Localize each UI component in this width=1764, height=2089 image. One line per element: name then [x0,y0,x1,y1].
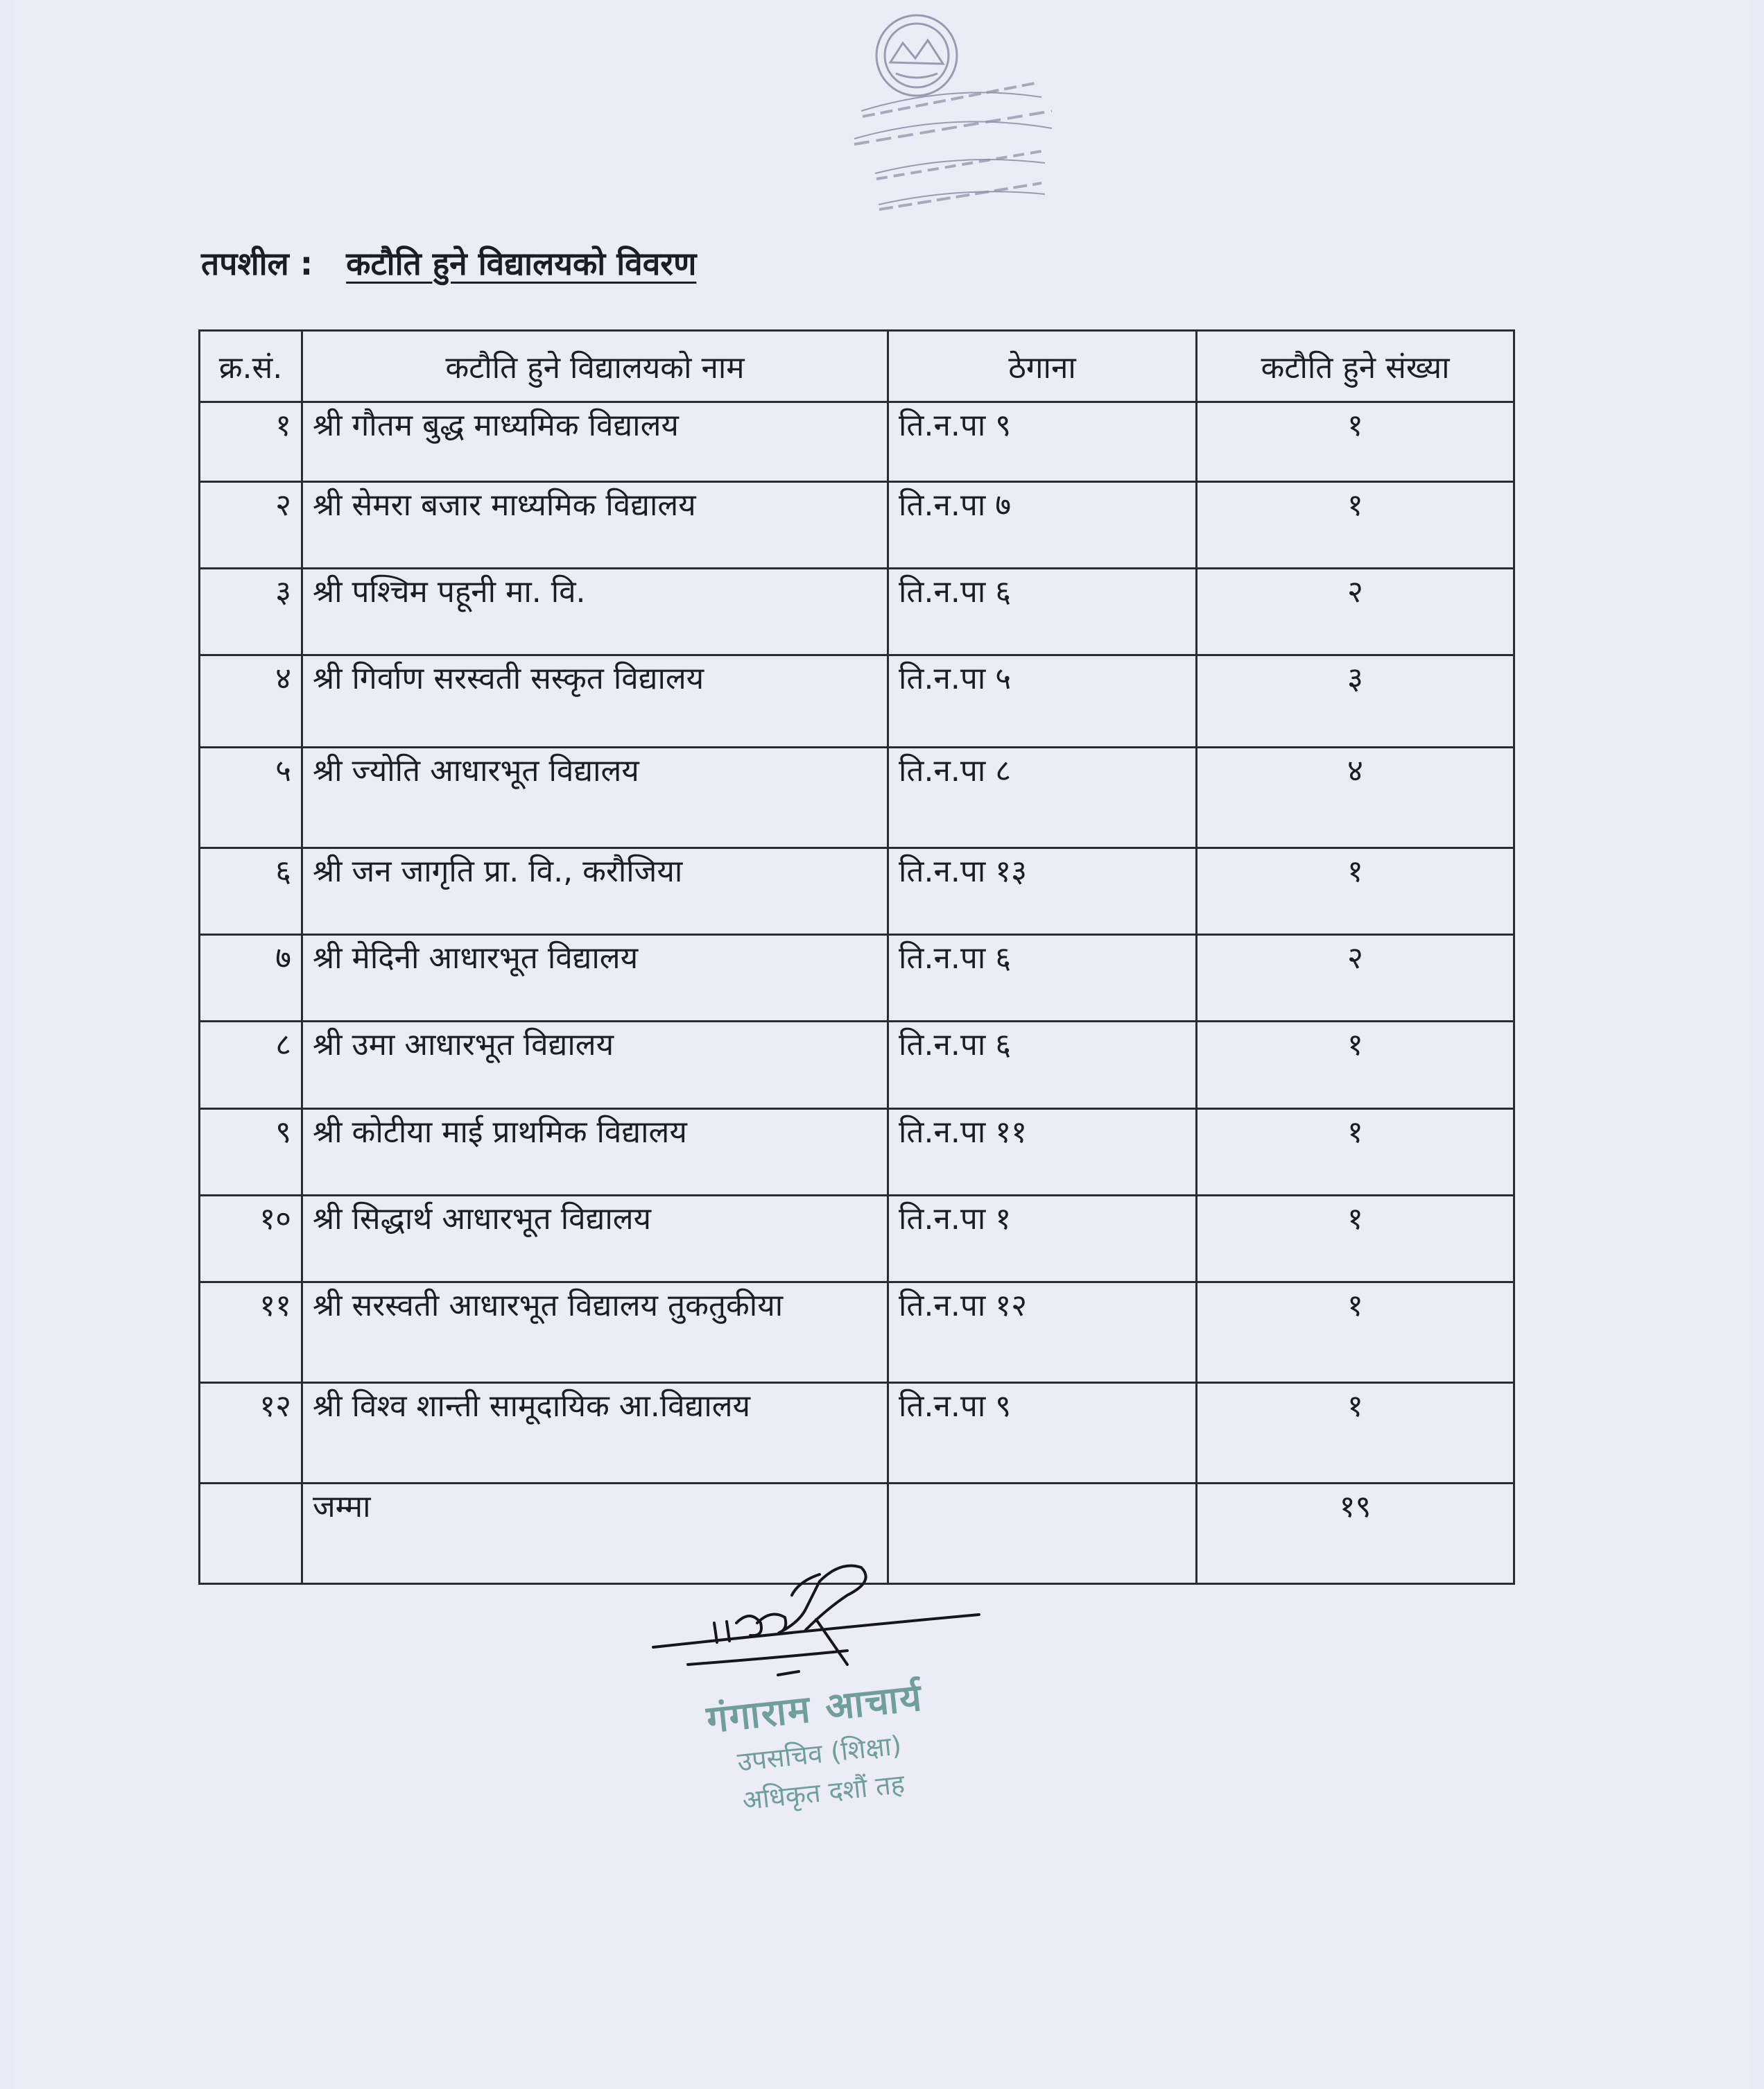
cell-count: १ [1197,1022,1514,1109]
cell-address: ति.न.पा १ [888,1196,1197,1282]
table-row [200,848,1514,935]
cell-school-name: श्री विश्व शान्ती सामूदायिक आ.विद्यालय [302,1383,888,1484]
cell-serial: ३ [200,569,302,655]
cell-school-name: श्री जन जागृति प्रा. वि., करौजिया [302,848,888,935]
table-row [200,1022,1514,1109]
cell-count: १ [1197,848,1514,935]
table-row [200,1282,1514,1383]
cell-serial: ५ [200,748,302,848]
table-row [200,1196,1514,1282]
cell-address: ति.न.पा ११ [888,1109,1197,1196]
cell-count: १ [1197,1383,1514,1484]
heading-title: कटौति हुने विद्यालयको विवरण [346,245,697,282]
cell-school-name: श्री गौतम बुद्ध माध्यमिक विद्यालय [302,402,888,482]
cell-school-name: श्री पश्चिम पहूनी मा. वि. [302,569,888,655]
table-row [200,655,1514,748]
header-serial: क्र.सं. [200,331,302,402]
cell-count: २ [1197,569,1514,655]
signatory-name: गंगाराम आचार्य [704,1675,925,1742]
table-row [200,935,1514,1022]
cell-serial: १० [200,1196,302,1282]
cell-serial: १ [200,402,302,482]
cell-address: ति.न.पा ७ [888,482,1197,569]
cell-count: १ [1197,1109,1514,1196]
total-label: जम्मा [302,1484,888,1584]
cell-count: १ [1197,402,1514,482]
cell-count: १ [1197,482,1514,569]
heading-label: तपशील : [201,245,313,282]
cell-school-name: श्री कोटीया माई प्राथमिक विद्यालय [302,1109,888,1196]
table-row [200,748,1514,848]
cell-address: ति.न.पा ६ [888,1022,1197,1109]
signatory-rank: अधिकृत दशौं तह [741,1768,906,1816]
cell-school-name: श्री गिर्वाण सरस्वती सस्कृत विद्यालय [302,655,888,748]
total-value: १९ [1197,1484,1514,1584]
signatory-title: उपसचिव (शिक्षा) [736,1730,903,1778]
cell-address: ति.न.पा ८ [888,748,1197,848]
header-count: कटौति हुने संख्या [1197,331,1514,402]
cell-address: ति.न.पा १३ [888,848,1197,935]
table-header-row [200,331,1514,402]
table-row [200,1109,1514,1196]
cell-serial: ९ [200,1109,302,1196]
cell-address: ति.न.पा ६ [888,569,1197,655]
cell-count: २ [1197,935,1514,1022]
section-heading [201,241,696,284]
school-reduction-table [198,329,1515,1585]
cell-count: १ [1197,1196,1514,1282]
cell-serial-empty [200,1484,302,1584]
cell-school-name: श्री उमा आधारभूत विद्यालय [302,1022,888,1109]
cell-address: ति.न.पा ९ [888,1383,1197,1484]
cell-count: ३ [1197,655,1514,748]
table-row [200,402,1514,482]
cell-address: ति.न.पा १२ [888,1282,1197,1383]
cell-school-name: श्री मेदिनी आधारभूत विद्यालय [302,935,888,1022]
table-row [200,569,1514,655]
cell-serial: १२ [200,1383,302,1484]
cell-address: ति.न.पा ९ [888,402,1197,482]
table-row [200,1383,1514,1484]
cell-school-name: श्री ज्योति आधारभूत विद्यालय [302,748,888,848]
office-seal-stamp [813,7,1076,257]
cell-serial: ११ [200,1282,302,1383]
cell-count: ४ [1197,748,1514,848]
document-page [15,0,1749,2089]
cell-address: ति.न.पा ६ [888,935,1197,1022]
cell-serial: ८ [200,1022,302,1109]
header-school-name: कटौति हुने विद्यालयको नाम [302,331,888,402]
header-address: ठेगाना [888,331,1197,402]
cell-address: ति.न.पा ५ [888,655,1197,748]
cell-school-name: श्री सेमरा बजार माध्यमिक विद्यालय [302,482,888,569]
cell-serial: ४ [200,655,302,748]
cell-serial: ६ [200,848,302,935]
cell-school-name: श्री सिद्धार्थ आधारभूत विद्यालय [302,1196,888,1282]
cell-count: १ [1197,1282,1514,1383]
cell-school-name: श्री सरस्वती आधारभूत विद्यालय तुकतुकीया [302,1282,888,1383]
cell-serial: ७ [200,935,302,1022]
table-row [200,482,1514,569]
cell-serial: २ [200,482,302,569]
